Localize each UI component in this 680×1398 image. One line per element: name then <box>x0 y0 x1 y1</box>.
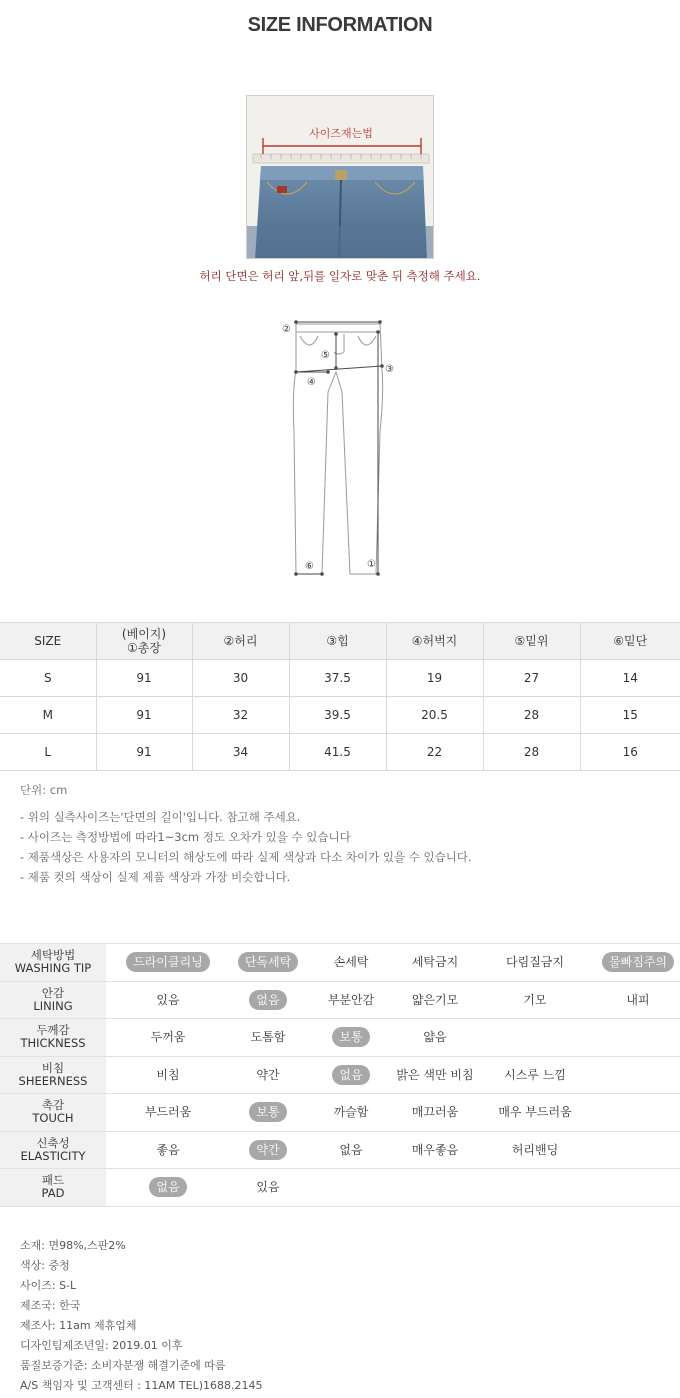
attribute-option <box>230 1019 306 1057</box>
option-label: 부분안감 <box>327 992 375 1007</box>
header-rise: ⑤밑위 <box>483 623 580 660</box>
header-hem: ⑥밑단 <box>580 623 680 660</box>
attribute-option <box>596 1169 680 1207</box>
option-label: 비침 <box>156 1067 180 1082</box>
attribute-option <box>306 1094 396 1132</box>
table-row <box>0 660 680 697</box>
attribute-label <box>0 1131 106 1169</box>
option-label: 없음 <box>339 1142 363 1157</box>
list-item: - 사이즈는 측정방법에 따라1~3cm 정도 오차가 있을 수 있습니다 <box>20 830 351 844</box>
table-cell: 28 <box>483 734 580 771</box>
table-row <box>0 1131 680 1169</box>
selected-option-badge: 없음 <box>249 990 286 1010</box>
header-waist: ②허리 <box>192 623 289 660</box>
selected-option-badge: 물빠짐주의 <box>602 952 674 972</box>
option-label: 얇음 <box>423 1030 447 1045</box>
table-cell: 19 <box>386 660 483 697</box>
info-material: 소재: 면98%,스판2% <box>20 1239 126 1252</box>
info-date: 디자인팀제조년일: 2019.01 이후 <box>20 1339 183 1352</box>
product-info <box>20 1237 263 1397</box>
attribute-option <box>474 981 596 1019</box>
option-label: 도톰함 <box>250 1030 286 1045</box>
attribute-label-en: LINING <box>33 998 73 1013</box>
attribute-label <box>0 1019 106 1057</box>
attribute-option <box>474 1131 596 1169</box>
table-row <box>0 1094 680 1132</box>
table-row <box>0 697 680 734</box>
option-label: 손세탁 <box>333 955 369 970</box>
attribute-label <box>0 981 106 1019</box>
info-customer-center: A/S 책임자 및 고객센터 : 11AM TEL)1688.2145 <box>20 1379 263 1392</box>
attribute-option <box>306 1169 396 1207</box>
marker-1: ① <box>367 559 376 570</box>
option-label: 다림질금지 <box>506 955 564 970</box>
selected-option-badge: 보통 <box>332 1027 369 1047</box>
attribute-label-ko: 촉감 <box>41 1098 65 1113</box>
attribute-option <box>106 981 230 1019</box>
table-cell: 14 <box>580 660 680 697</box>
attribute-label-ko: 안감 <box>41 985 65 1000</box>
attribute-label-ko: 세탁방법 <box>30 948 76 963</box>
option-label: 까슬함 <box>333 1105 369 1120</box>
table-cell: S <box>0 660 96 697</box>
attribute-label-ko: 신축성 <box>36 1135 70 1150</box>
info-size: 사이즈: S-L <box>20 1279 77 1292</box>
table-cell: 20.5 <box>386 697 483 734</box>
measure-label: 사이즈재는법 <box>309 127 373 140</box>
attribute-option <box>106 1094 230 1132</box>
option-label: 밝은 색만 비침 <box>396 1067 474 1082</box>
attribute-label-en: TOUCH <box>32 1111 74 1126</box>
attribute-option <box>106 944 230 982</box>
info-manufacturer: 제조사: 11am 제휴업체 <box>20 1319 137 1332</box>
attribute-option <box>396 1131 474 1169</box>
attribute-option <box>596 1019 680 1057</box>
table-cell: 91 <box>96 697 192 734</box>
marker-5: ⑤ <box>321 350 330 361</box>
attribute-label-en: SHEERNESS <box>18 1073 88 1088</box>
attribute-option <box>106 1019 230 1057</box>
attribute-label <box>0 944 106 982</box>
attribute-label <box>0 1056 106 1094</box>
attribute-label <box>0 1169 106 1207</box>
attribute-option <box>596 944 680 982</box>
table-cell: 91 <box>96 734 192 771</box>
attribute-option <box>396 1169 474 1207</box>
attribute-label-en: THICKNESS <box>20 1036 86 1051</box>
attribute-label-en: ELASTICITY <box>20 1148 86 1163</box>
size-table <box>0 622 680 771</box>
attribute-option <box>230 981 306 1019</box>
option-label: 매끄러움 <box>411 1105 459 1120</box>
attribute-option <box>306 1131 396 1169</box>
attribute-option <box>474 1056 596 1094</box>
table-row <box>0 1169 680 1207</box>
option-label: 시스루 느낌 <box>504 1067 566 1082</box>
attribute-label <box>0 1094 106 1132</box>
attribute-option <box>474 1169 596 1207</box>
option-label: 좋음 <box>156 1142 180 1157</box>
option-label: 부드러움 <box>144 1105 192 1120</box>
table-cell: 41.5 <box>289 734 386 771</box>
page-title: SIZE INFORMATION <box>247 14 433 36</box>
attribute-option <box>596 1131 680 1169</box>
table-cell: 37.5 <box>289 660 386 697</box>
table-cell: 15 <box>580 697 680 734</box>
attribute-option <box>230 1131 306 1169</box>
attribute-option <box>106 1169 230 1207</box>
table-cell: 39.5 <box>289 697 386 734</box>
marker-6: ⑥ <box>305 561 314 572</box>
selected-option-badge: 보통 <box>249 1102 286 1122</box>
selected-option-badge: 단독세탁 <box>238 952 298 972</box>
option-label: 허리밴딩 <box>511 1142 559 1157</box>
table-cell: 16 <box>580 734 680 771</box>
selected-option-badge: 없음 <box>149 1177 186 1197</box>
attribute-option <box>306 944 396 982</box>
header-size: SIZE <box>0 623 96 660</box>
info-color: 색상: 중청 <box>20 1259 70 1272</box>
attribute-label-ko: 비침 <box>41 1060 65 1075</box>
attribute-option <box>396 1019 474 1057</box>
attribute-option <box>230 944 306 982</box>
attribute-label-en: WASHING TIP <box>14 961 92 976</box>
list-item: - 제품색상은 사용자의 모니터의 해상도에 따라 실제 색상과 다소 차이가 있을 수 있습니다. <box>20 850 472 864</box>
attribute-label-ko: 패드 <box>41 1173 65 1188</box>
attribute-option <box>306 981 396 1019</box>
marker-4: ④ <box>307 377 316 388</box>
size-notes <box>20 809 472 889</box>
option-label: 기모 <box>523 992 547 1007</box>
attribute-option <box>396 944 474 982</box>
option-label: 내피 <box>626 992 650 1007</box>
attribute-option <box>596 1094 680 1132</box>
attribute-label-ko: 두께감 <box>36 1023 70 1038</box>
attribute-option <box>596 981 680 1019</box>
option-label: 세탁금지 <box>411 955 459 970</box>
table-cell: 34 <box>192 734 289 771</box>
attribute-option <box>230 1094 306 1132</box>
jeans-waist-illustration <box>247 96 434 259</box>
option-label: 매우 부드러움 <box>498 1105 572 1120</box>
table-cell: 27 <box>483 660 580 697</box>
size-table-header <box>0 623 680 660</box>
table-cell: 91 <box>96 660 192 697</box>
selected-option-badge: 드라이클리닝 <box>126 952 210 972</box>
header-length: (베이지) ①총장 <box>96 623 192 660</box>
attribute-option <box>396 1094 474 1132</box>
table-cell: 28 <box>483 697 580 734</box>
table-row <box>0 1056 680 1094</box>
marker-2: ② <box>282 324 291 335</box>
attribute-option <box>396 981 474 1019</box>
option-label: 약간 <box>256 1067 280 1082</box>
info-quality: 품질보증기준: 소비자분쟁 해결기준에 따름 <box>20 1359 226 1372</box>
table-cell: 30 <box>192 660 289 697</box>
attribute-label-en: PAD <box>41 1186 65 1201</box>
attribute-option <box>474 1094 596 1132</box>
table-cell: 32 <box>192 697 289 734</box>
header-thigh: ④허벅지 <box>386 623 483 660</box>
marker-3: ③ <box>385 364 394 375</box>
table-cell: M <box>0 697 96 734</box>
attribute-table <box>0 943 680 1207</box>
option-label: 있음 <box>156 992 180 1007</box>
attribute-option <box>596 1056 680 1094</box>
selected-option-badge: 약간 <box>249 1140 286 1160</box>
option-label: 있음 <box>256 1180 280 1195</box>
option-label: 매우좋음 <box>411 1142 459 1157</box>
list-item: - 위의 실측사이즈는'단면의 길이'입니다. 참고해 주세요. <box>20 810 301 824</box>
attribute-option <box>474 944 596 982</box>
table-row <box>0 734 680 771</box>
attribute-option <box>106 1056 230 1094</box>
measure-note: 허리 단면은 허리 앞,뒤를 일자로 맞춘 뒤 측정해 주세요. <box>199 269 481 283</box>
table-cell: 22 <box>386 734 483 771</box>
waist-measure-photo <box>246 95 434 259</box>
option-label: 얇은기모 <box>411 992 459 1007</box>
attribute-option <box>396 1056 474 1094</box>
list-item: - 제품 컷의 색상이 실제 제품 색상과 가장 비슷합니다. <box>20 870 291 884</box>
header-hip: ③힙 <box>289 623 386 660</box>
attribute-option <box>474 1019 596 1057</box>
attribute-option <box>230 1056 306 1094</box>
table-row <box>0 1019 680 1057</box>
selected-option-badge: 없음 <box>332 1065 369 1085</box>
attribute-option <box>306 1019 396 1057</box>
unit-label: 단위: cm <box>20 783 68 797</box>
table-cell: L <box>0 734 96 771</box>
info-country: 제조국: 한국 <box>20 1299 81 1312</box>
attribute-option <box>306 1056 396 1094</box>
pants-diagram <box>270 312 410 584</box>
attribute-option <box>230 1169 306 1207</box>
table-row <box>0 981 680 1019</box>
table-row <box>0 944 680 982</box>
attribute-option <box>106 1131 230 1169</box>
option-label: 두꺼움 <box>150 1030 186 1045</box>
